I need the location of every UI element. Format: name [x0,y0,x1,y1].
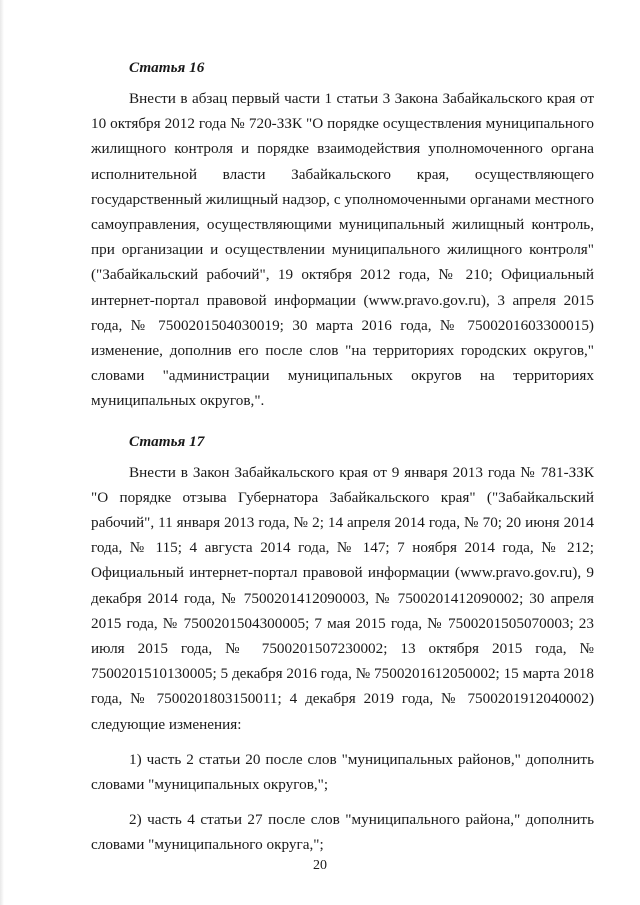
article-17-heading: Статья 17 [129,432,205,450]
article-17-paragraph: Внести в Закон Забайкальского края от 9 января 2013 года № 781-ЗЗК "О порядке отзыва Губернатора Забайкальского края" ("Забайкальский рабочий", 11 января 2013 года, № 2; 14 апреля 2014 года, № 70; 20 июня 2014 года, № 115; 4 августа 2014 года, № 147; 7 ноября 2014 года, № 212; Официальный интернет-портал правовой информации (www.pravo.gov.ru), 9 декабря 2014 года, № 7500201412090003, № 7500201412090002; 30 апреля 2015 года, № 7500201504300005; 7 мая 2015 года, № 7500201505070003; 23 июля 2015 года, № 7500201507230002; 13 октября 2015 года, № 7500201510130005; 5 декабря 2016 года, № 7500201612050002; 15 марта 2018 года, № 7500201803150011; 4 декабря 2019 года, № 7500201912040002) следующие изменения: [91,463,594,733]
page-number: 20 [313,858,327,873]
article-16-heading: Статья 16 [129,59,205,76]
document-body [91,50,594,868]
article-17-item-1: 1) часть 2 статьи 20 после слов "муниципальных районов," дополнить словами "муниципальных округов,"; [91,750,594,794]
article-16-paragraph: Внести в абзац первый части 1 статьи 3 Закона Забайкальского края от 10 октября 2012 года № 720-ЗЗК "О порядке осуществления муниципального жилищного контроля и порядке взаимодействия уполномоченного органа исполнительной власти Забайкальского края, осуществляющего государственный жилищный надзор, с уполномоченными органами местного самоуправления, осуществляющими муниципальный жилищный контроль, при организации и осуществлении муниципального жилищного контроля" ("Забайкальский рабочий", 19 октября 2012 года, № 210; Официальный интернет-портал правовой информации (www.pravo.gov.ru), 3 апреля 2015 года, № 7500201504030019; 30 марта 2016 года, № 7500201603300015) изменение, дополнив его после слов "на территориях городских округов," словами "администрации муниципальных округов на территориях муниципальных округов,". [91,90,594,410]
article-17-item-2: 2) часть 4 статьи 27 после слов "муниципального района," дополнить словами "муниципального округа,"; [91,811,594,854]
scan-edge [0,0,4,905]
